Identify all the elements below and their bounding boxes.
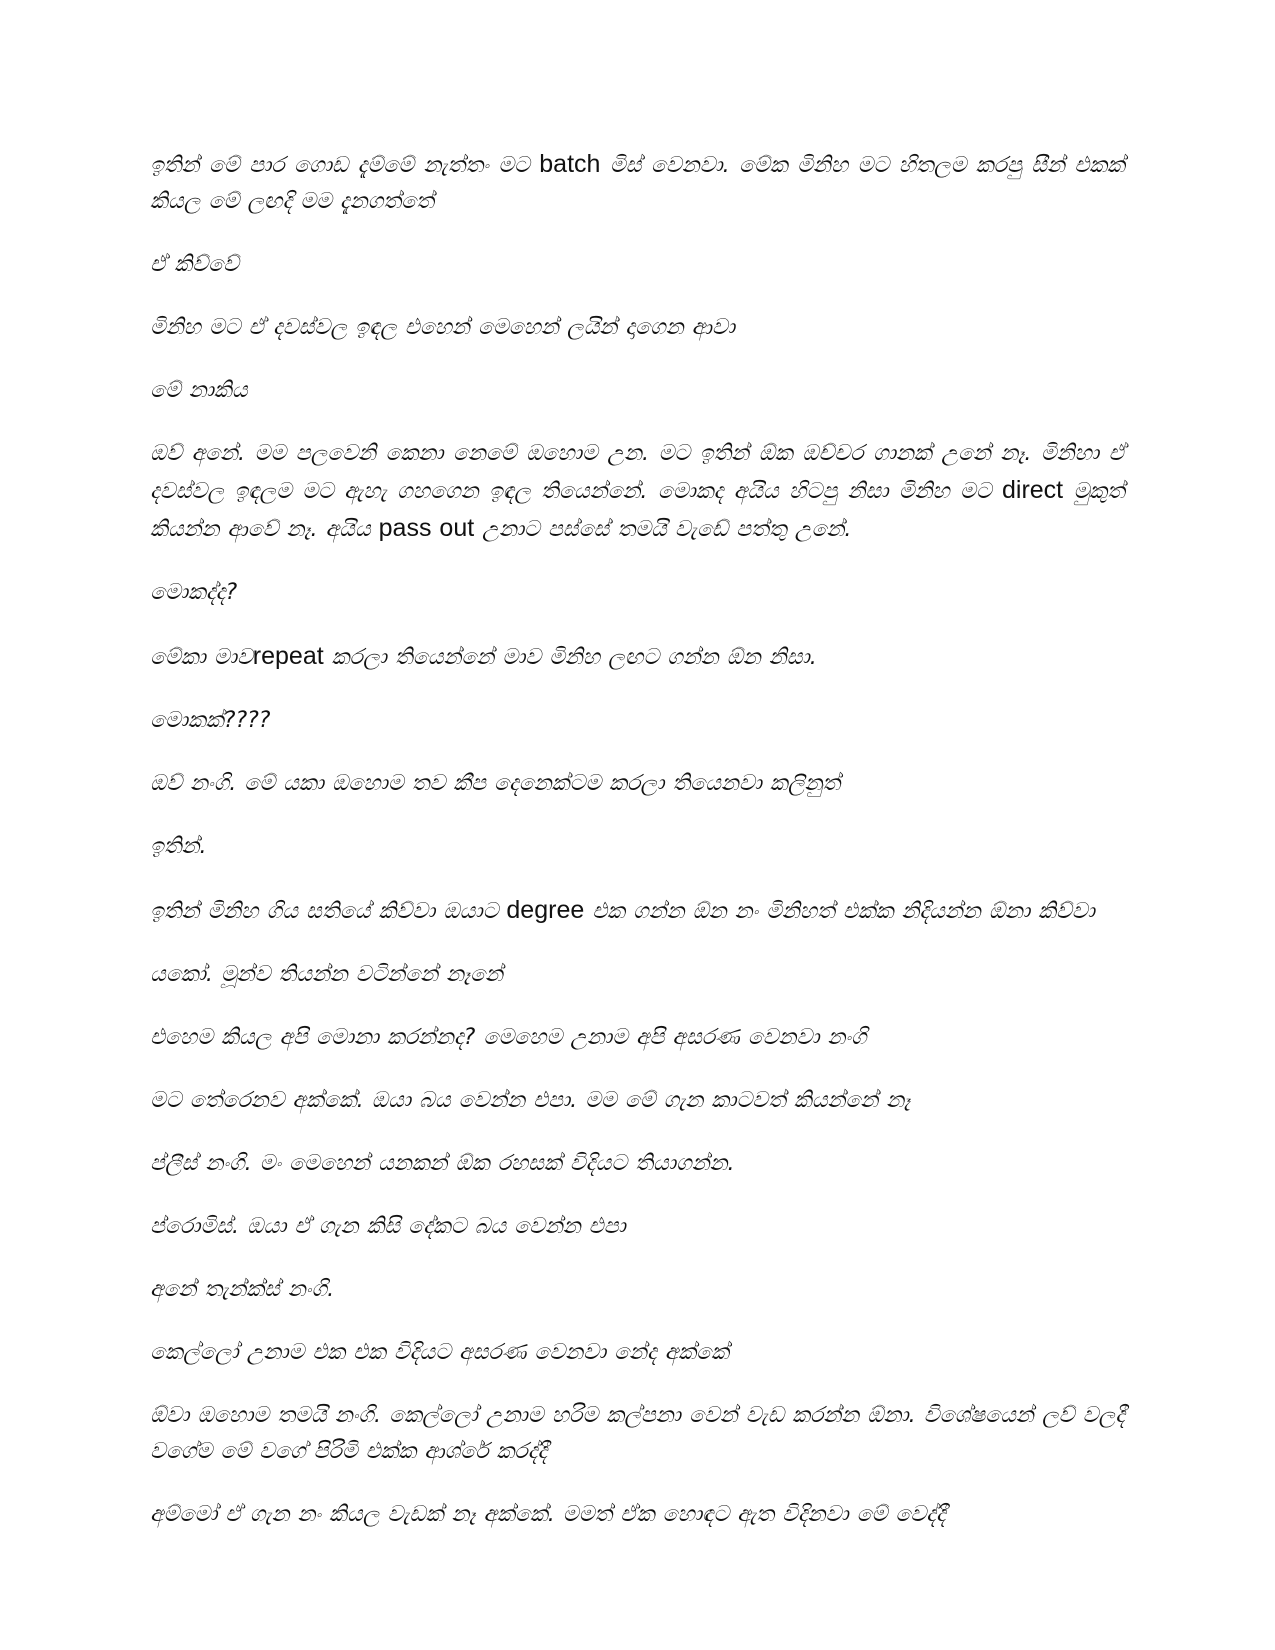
latin-term: pass out [378,514,475,542]
text-segment: අම්මෝ ඒ ගැන නං කියල වැඩක් නෑ අක්කේ. මමත් ඒක හොඳට ඇත විදිනවා මේ වෙද්දී [150,1502,946,1527]
latin-term: repeat [252,642,324,670]
paragraph [150,766,1125,802]
text-segment: මුකුත් කියන්න ආවේ නෑ. අයිය [150,479,1125,542]
text-segment: මට තේරෙනව අක්කේ. ඔයා බය වෙන්න එපා. මම මේ ගැන කාටවත් කියන්නේ නෑ [150,1088,911,1113]
text-segment: ඉතින්. [150,834,207,859]
text-segment: මේකා මාව [150,645,253,670]
text-segment: ඔව් නංගි. මේ යකා ඔහොම තව කීප දෙනෙක්ටම කරලා තියෙනවා කලිනුත් [150,771,841,796]
document-body [150,146,1125,1560]
text-segment: ඉතින් මේ පාර ගොඩ දැම්මේ නැත්තං මට [150,153,540,178]
text-segment: උනාට පස්සේ තමයි වැඩේ පත්තු උනේ. [474,517,852,542]
text-segment: මොකද්ද? [150,580,238,605]
text-segment: ප්රොමිස්. ඔයා ඒ ගැන කිසි දේකට බය වෙන්න එපා [150,1214,626,1239]
paragraph [150,829,1125,865]
paragraph [150,1209,1125,1245]
text-segment: යකෝ. මූන්ව තියන්න වටින්නේ නෑනේ [150,962,503,987]
text-segment: ඔව් අනේ. මම පලවෙනි කෙනා නෙමේ ඔහොම උන. මට ඉතින් ඕක ඔච්චර ගානක් උනේ නෑ. මිනිහා ඒ දවස්වල ඉඳලම මට ඇහැ ගහගෙන ඉඳල තියෙන්නේ. මොකද අයිය හිටපු නිසා මිනිහ මට [150,441,1125,504]
text-segment: ඒ කිව්වේ [150,252,239,277]
paragraph [150,575,1125,611]
latin-term: degree [506,896,585,924]
paragraph [150,892,1125,930]
text-segment: මිනිහ මට ඒ දවස්වල ඉඳල එහෙන් මෙහෙන් ලයින් දාගෙන ආවා [150,315,735,340]
paragraph [150,638,1125,676]
paragraph [150,1335,1125,1371]
paragraph [150,1020,1125,1056]
text-segment: ඉතින් මිනිහ ගිය සතියේ කිව්වා ඔයාට [150,899,507,924]
text-segment: ප්ලීස් නංගි. මං මෙහෙන් යනකන් ඕක රහසක් විදියට තියාගන්න. [150,1151,735,1176]
text-segment: මේ නාකිය [150,378,248,403]
text-segment: මොකක්???? [150,708,271,733]
paragraph [150,1497,1125,1533]
paragraph [150,1083,1125,1119]
paragraph [150,1146,1125,1182]
paragraph [150,373,1125,409]
paragraph [150,310,1125,346]
text-segment: ඕවා ඔහොම තමයි නංගි. කෙල්ලෝ උනාම හරිම කල්පනා වෙන් වැඩ කරන්න ඕනා. විශේෂයෙන් ලව් වලදී වගේම මේ වගේ පිරිමි එක්ක ආශ්රේ කරද්දී [150,1403,1125,1464]
text-segment: එහෙම කියල අපි මොනා කරන්නද? මෙහෙම උනාම අපි අසරණ වෙනවා නංගි [150,1025,867,1050]
paragraph [150,436,1125,548]
paragraph [150,1272,1125,1308]
paragraph [150,703,1125,739]
latin-term: direct [1002,476,1064,504]
text-segment: කෙල්ලෝ උනාම එක එක විදියට අසරණ වෙනවා නේද අක්කේ [150,1340,729,1365]
text-segment: එක ගන්න ඕන නං මිනිහත් එක්ක නිදියන්න ඕනා කිව්වා [584,899,1095,924]
latin-term: batch [539,150,601,178]
text-segment: මිස් වෙනවා. මේක මිනිහ මට හිතලම කරපු සීන් එකක් කියල මේ ලඟදි මම දැනගත්තේ [150,153,1126,214]
paragraph [150,1398,1125,1470]
text-segment: අනේ තැන්ක්ස් නංගි. [150,1277,335,1302]
paragraph [150,957,1125,993]
text-segment: කරලා තියෙන්නේ මාව මිනිහ ලඟට ගන්න ඕන නිසා. [323,645,817,670]
paragraph [150,247,1125,283]
paragraph [150,146,1125,220]
